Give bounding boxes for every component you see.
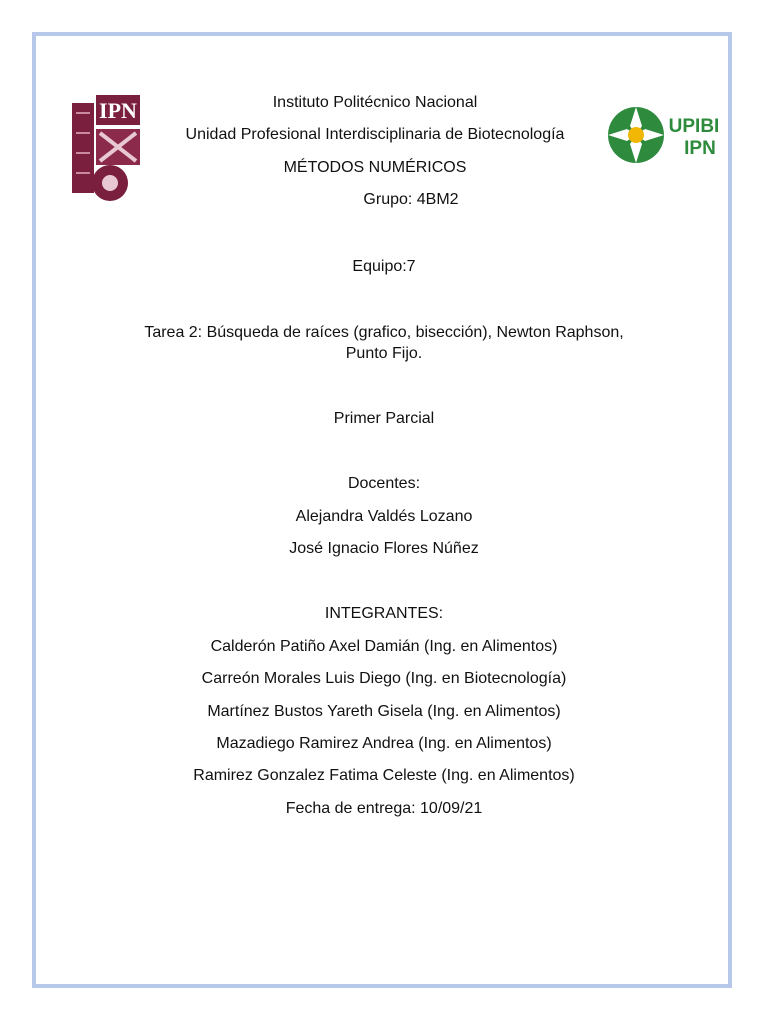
upibi-logo <box>606 104 722 166</box>
period-label: Primer Parcial <box>333 410 435 427</box>
members-heading: INTEGRANTES: <box>324 605 444 622</box>
unit-name: Unidad Profesional Interdisciplinaria de Biotecnología <box>185 126 565 143</box>
course-name: MÉTODOS NUMÉRICOS <box>283 159 467 176</box>
ipn-logo <box>68 93 144 205</box>
assignment-line-2: Punto Fijo. <box>345 345 423 362</box>
member-name: Martínez Bustos Yareth Gisela (Ing. en Alimentos) <box>207 703 561 720</box>
teacher-name: Alejandra Valdés Lozano <box>295 508 473 525</box>
teacher-name: José Ignacio Flores Núñez <box>289 540 479 557</box>
upibi-logo-sun <box>628 127 644 143</box>
institution-name: Instituto Politécnico Nacional <box>272 94 478 111</box>
upibi-logo-text-1: UPIBI <box>668 116 720 137</box>
member-name: Calderón Patiño Axel Damián (Ing. en Alimentos) <box>210 638 558 655</box>
team-label: Equipo:7 <box>352 258 416 275</box>
member-name: Ramirez Gonzalez Fatima Celeste (Ing. en Alimentos) <box>193 767 575 784</box>
delivery-date: Fecha de entrega: 10/09/21 <box>285 800 483 817</box>
member-name: Mazadiego Ramirez Andrea (Ing. en Alimentos) <box>216 735 552 752</box>
teachers-heading: Docentes: <box>347 475 421 492</box>
member-name: Carreón Morales Luis Diego (Ing. en Biotecnología) <box>201 670 567 687</box>
ipn-logo-gear-center <box>102 175 118 191</box>
group-label: Grupo: 4BM2 <box>363 191 459 208</box>
ipn-logo-text: IPN <box>99 98 137 123</box>
ipn-logo-column-left <box>72 103 94 193</box>
upibi-logo-text-2: IPN <box>684 138 716 159</box>
assignment-line-1: Tarea 2: Búsqueda de raíces (grafico, bisección), Newton Raphson, <box>144 324 624 341</box>
